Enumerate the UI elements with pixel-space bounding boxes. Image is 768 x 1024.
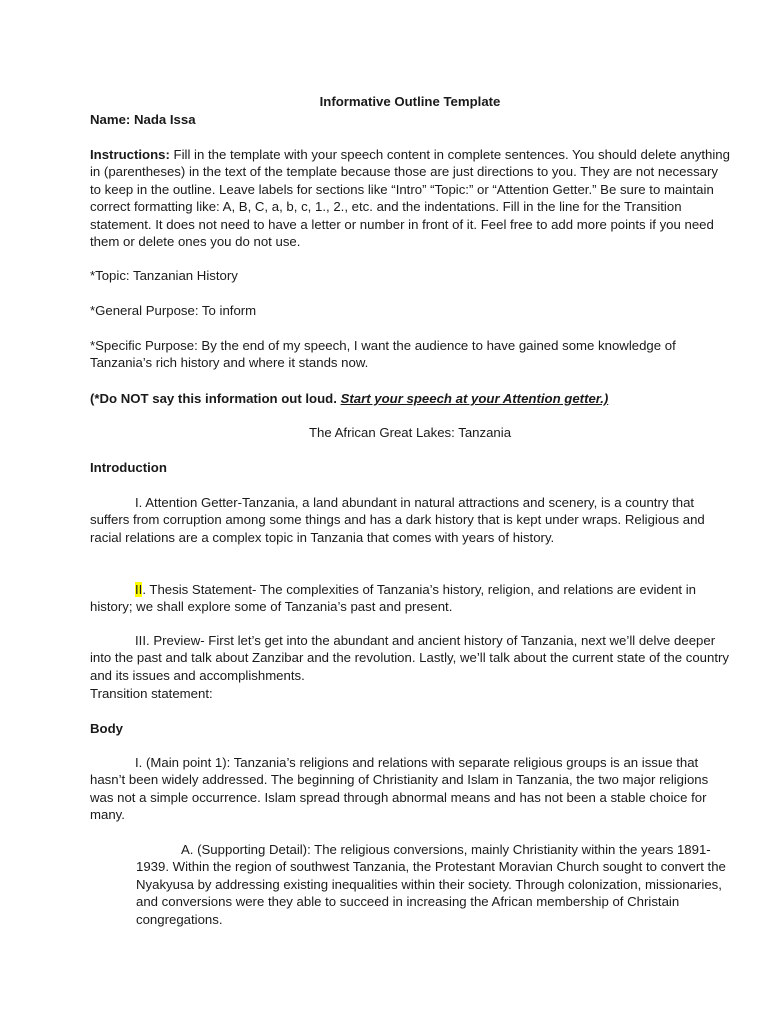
thesis-text: . Thesis Statement- The complexities of Tanzania’s history, religion, and relations are evident in history; we shall explore some of Tanzania’s past and present.	[90, 582, 697, 615]
warning-prefix: (*Do NOT say this information out loud.	[90, 391, 341, 406]
document-title: Informative Outline Template	[319, 94, 501, 109]
name-value: Nada Issa	[133, 112, 196, 127]
preview-statement: III. Preview- First let’s get into the abundant and ancient history of Tanzania, next we’ll delve deeper into the past and talk about Zanzibar and the revolution. Lastly, we’ll talk about the current state of the country and its issues and accomplishments.	[90, 633, 729, 683]
attention-getter: I. Attention Getter-Tanzania, a land abundant in natural attractions and scenery, is a country that suffers from corruption among some things and has a dark history that is kept under wraps. Religious and racial relations are a complex topic in Tanzania that comes with years of history.	[90, 495, 705, 545]
main-point-1: I. (Main point 1): Tanzania’s religions and relations with separate religious groups is an issue that hasn’t been widely addressed. The beginning of Christianity and Islam in Tanzania, the two major religions was not a simple occurrence. Islam spread through abnormal means and has not been a stable choice for many.	[90, 755, 709, 823]
speech-warning	[90, 390, 730, 407]
highlighted-numeral: II	[135, 582, 143, 597]
introduction-heading: Introduction	[90, 460, 167, 475]
supporting-detail-a: A. (Supporting Detail): The religious conversions, mainly Christianity within the years 1891-1939. Within the region of southwest Tanzania, the Protestant Moravian Church sought to convert the Nyakyusa by addressing existing inequalities within their society. Through colonization, missionaries, and conversions were they able to succeed in increasing the African membership of Christain congregations.	[136, 842, 726, 927]
name-line	[90, 111, 730, 128]
thesis-statement	[90, 581, 730, 616]
specific-purpose-line: *Specific Purpose: By the end of my speech, I want the audience to have gained some knowledge of Tanzania’s rich history and where it stands now.	[90, 338, 676, 371]
topic-line: *Topic: Tanzanian History	[90, 268, 238, 283]
instructions-paragraph	[90, 146, 730, 250]
warning-emphasis: Start your speech at your Attention getter.)	[340, 391, 609, 406]
general-purpose-line: *General Purpose: To inform	[90, 303, 257, 318]
instructions-text: Fill in the template with your speech content in complete sentences. You should delete anything in (parentheses) in the text of the template because those are just directions to you. They are not necessary to keep in the outline. Leave labels for sections like “Intro” “Topic:” or “Attention Getter.” Be sure to maintain correct formatting like: A, B, C, a, b, c, 1., 2., etc. and the indentations. Fill in the line for the Transition statement. It does not need to have a letter or number in front of it. Feel free to add more points if you need them or delete ones you do not use.	[90, 147, 730, 250]
name-label: Name:	[90, 112, 131, 127]
instructions-label: Instructions:	[90, 147, 170, 162]
speech-title: The African Great Lakes: Tanzania	[308, 425, 512, 440]
transition-statement: Transition statement:	[90, 686, 213, 701]
body-heading: Body	[90, 721, 123, 736]
